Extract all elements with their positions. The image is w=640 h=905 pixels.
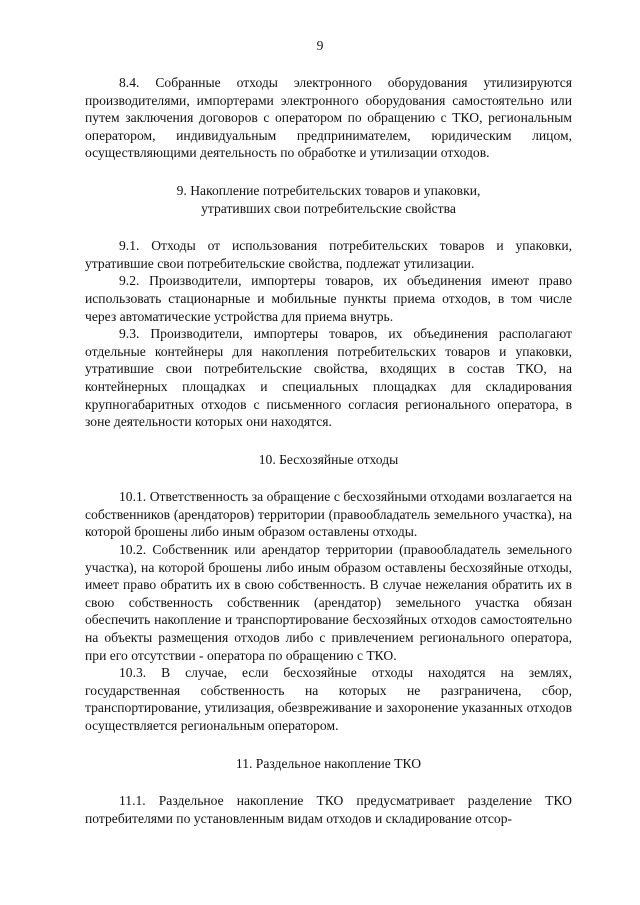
section-heading: [85, 182, 572, 217]
section-heading-line: 11. Раздельное накопление ТКО: [235, 755, 422, 771]
section-heading-line: 9. Накопление потребительских товаров и упаковки,: [176, 182, 481, 198]
section-spacer: [85, 162, 572, 182]
section-spacer: [85, 468, 572, 488]
paragraph: 9.2. Производители, импортеры товаров, их объединения имеют право использовать стационарные и мобильные пункты приема отходов, в том числе через автоматические устройства для приема внутрь.: [85, 273, 572, 324]
paragraph: 10.1. Ответственность за обращение с бесхозяйными отходами возлагается на собственников (арендаторов) территории (правообладатель земельного участка), на которой брошены либо иным образом оставлены отходы.: [85, 489, 572, 540]
section-heading: [85, 451, 572, 469]
section-spacer: [85, 735, 572, 755]
section-heading-line: утративших свои потребительские свойства: [201, 200, 456, 216]
page-number: 9: [316, 38, 324, 53]
section-spacer: [85, 217, 572, 237]
section-heading: [85, 755, 572, 773]
section-spacer: [85, 772, 572, 792]
paragraph: 9.3. Производители, импортеры товаров, их объединения располагают отдельные контейнеры для накопления потребительских товаров и упаковки, утратившие свои потребительские свойства, входящих в состав ТКО, на контейнерных площадках и специальных площадках для складирования крупногабаритных отходов с письменного согласия регионального оператора, в зоне деятельности которых они находятся.: [85, 326, 572, 430]
document-body: [85, 74, 572, 827]
section-spacer: [85, 431, 572, 451]
paragraph: 9.1. Отходы от использования потребительских товаров и упаковки, утратившие свои потребительские свойства, подлежат утилизации.: [85, 238, 572, 271]
section-heading-line: 10. Бесхозяйные отходы: [258, 451, 399, 467]
paragraph: 10.2. Собственник или арендатор территории (правообладатель земельного участка), на которой брошены либо иным образом оставлены бесхозяйные отходы, имеет право обратить их в свою собственность. В случае нежелания обратить их в свою собственность собственник (арендатор) земельного участка обязан обеспечить накопление и транспортирование бесхозяйных отходов самостоятельно на объекты размещения отходов либо с привлечением регионального оператора, при его отсутствии - оператора по обращению с ТКО.: [85, 542, 572, 663]
paragraph: 8.4. Собранные отходы электронного оборудования утилизируются производителями, импортерами электронного оборудования самостоятельно или путем заключения договоров с оператором по обращению с ТКО, региональным оператором, индивидуальным предпринимателем, юридическим лицом, осуществляющими деятельность по обработке и утилизации отходов.: [85, 75, 572, 161]
paragraph: 11.1. Раздельное накопление ТКО предусматривает разделение ТКО потребителями по установленным видам отходов и складирование отсор-: [85, 793, 572, 826]
paragraph: 10.3. В случае, если бесхозяйные отходы находятся на землях, государственная собственность на которых не разграничена, сбор, транспортирование, утилизация, обезвреживание и захоронение указанных отходов осуществляется региональным оператором.: [85, 665, 572, 733]
